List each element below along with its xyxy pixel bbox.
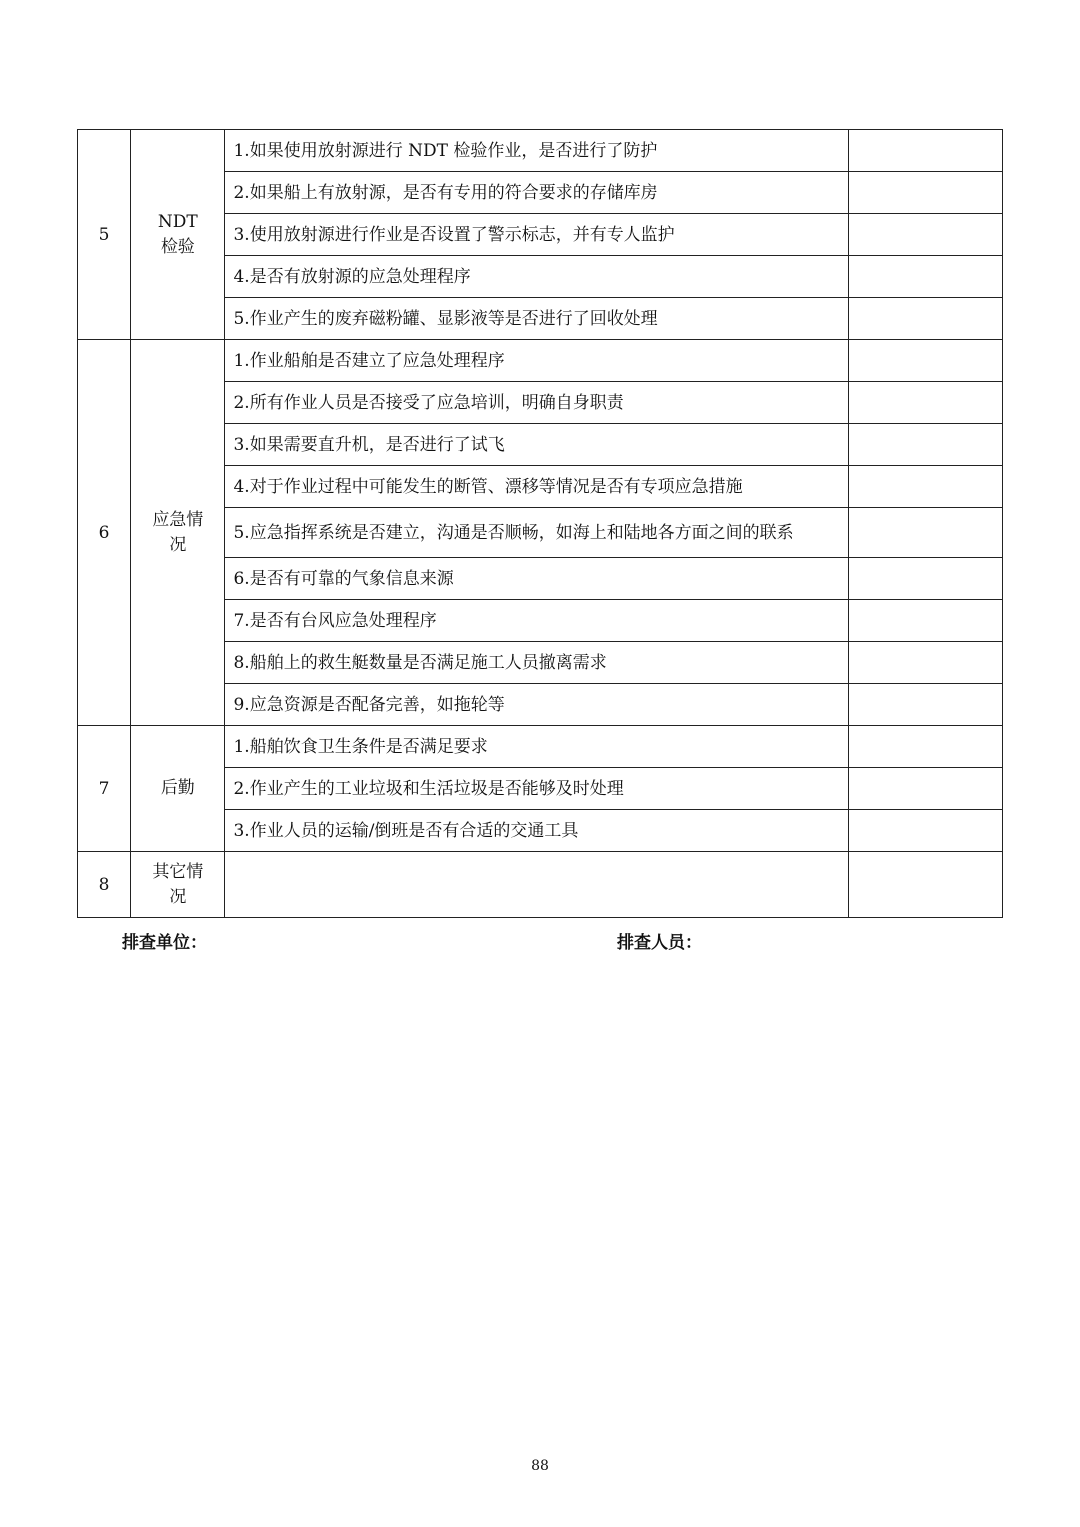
check-item: 7.是否有台风应急处理程序 — [225, 600, 849, 642]
section-number: 8 — [78, 852, 131, 918]
inspection-unit-label: 排查单位： — [122, 933, 207, 953]
check-item — [225, 852, 849, 918]
table-row — [78, 340, 1003, 382]
check-item: 2.作业产生的工业垃圾和生活垃圾是否能够及时处理 — [225, 768, 849, 810]
section-number: 5 — [78, 130, 131, 340]
check-item: 4.对于作业过程中可能发生的断管、漂移等情况是否有专项应急措施 — [225, 466, 849, 508]
check-item: 9.应急资源是否配备完善，如拖轮等 — [225, 684, 849, 726]
check-result-cell[interactable] — [849, 508, 1003, 558]
check-item: 3.作业人员的运输/倒班是否有合适的交通工具 — [225, 810, 849, 852]
check-item: 6.是否有可靠的气象信息来源 — [225, 558, 849, 600]
check-result-cell[interactable] — [849, 768, 1003, 810]
section-category: NDT 检验 — [157, 211, 198, 257]
check-result-cell[interactable] — [849, 130, 1003, 172]
check-result-cell[interactable] — [849, 726, 1003, 768]
check-item: 5.应急指挥系统是否建立，沟通是否顺畅，如海上和陆地各方面之间的联系 — [225, 508, 849, 558]
section-category: 应急情况 — [152, 509, 204, 555]
checklist-body — [78, 130, 1003, 918]
check-result-cell[interactable] — [849, 600, 1003, 642]
section-number: 7 — [78, 726, 131, 852]
check-result-cell[interactable] — [849, 558, 1003, 600]
inspection-checklist-table — [77, 129, 1003, 918]
check-result-cell[interactable] — [849, 298, 1003, 340]
check-item: 8.船舶上的救生艇数量是否满足施工人员撤离需求 — [225, 642, 849, 684]
check-result-cell[interactable] — [849, 256, 1003, 298]
check-item: 2.如果船上有放射源，是否有专用的符合要求的存储库房 — [225, 172, 849, 214]
check-result-cell[interactable] — [849, 810, 1003, 852]
check-result-cell[interactable] — [849, 466, 1003, 508]
check-item: 3.使用放射源进行作业是否设置了警示标志，并有专人监护 — [225, 214, 849, 256]
check-item: 1.作业船舶是否建立了应急处理程序 — [225, 340, 849, 382]
check-result-cell[interactable] — [849, 382, 1003, 424]
section-category-cell — [131, 340, 225, 726]
check-result-cell[interactable] — [849, 424, 1003, 466]
table-row — [78, 726, 1003, 768]
section-category-cell — [131, 726, 225, 852]
check-result-cell[interactable] — [849, 852, 1003, 918]
check-item: 1.如果使用放射源进行 NDT 检验作业，是否进行了防护 — [225, 130, 849, 172]
page-number: 88 — [531, 1458, 549, 1474]
section-number: 6 — [78, 340, 131, 726]
check-result-cell[interactable] — [849, 340, 1003, 382]
check-item: 2.所有作业人员是否接受了应急培训，明确自身职责 — [225, 382, 849, 424]
check-result-cell[interactable] — [849, 684, 1003, 726]
section-category: 其它情况 — [152, 861, 204, 907]
table-row — [78, 852, 1003, 918]
inspector-label: 排查人员： — [617, 933, 702, 953]
check-item: 3.如果需要直升机，是否进行了试飞 — [225, 424, 849, 466]
table-row — [78, 130, 1003, 172]
check-result-cell[interactable] — [849, 172, 1003, 214]
check-result-cell[interactable] — [849, 642, 1003, 684]
check-item: 5.作业产生的废弃磁粉罐、显影液等是否进行了回收处理 — [225, 298, 849, 340]
check-item: 1.船舶饮食卫生条件是否满足要求 — [225, 726, 849, 768]
section-category-cell — [131, 852, 225, 918]
check-result-cell[interactable] — [849, 214, 1003, 256]
check-item: 4.是否有放射源的应急处理程序 — [225, 256, 849, 298]
section-category-cell — [131, 130, 225, 340]
section-category: 后勤 — [160, 778, 195, 798]
